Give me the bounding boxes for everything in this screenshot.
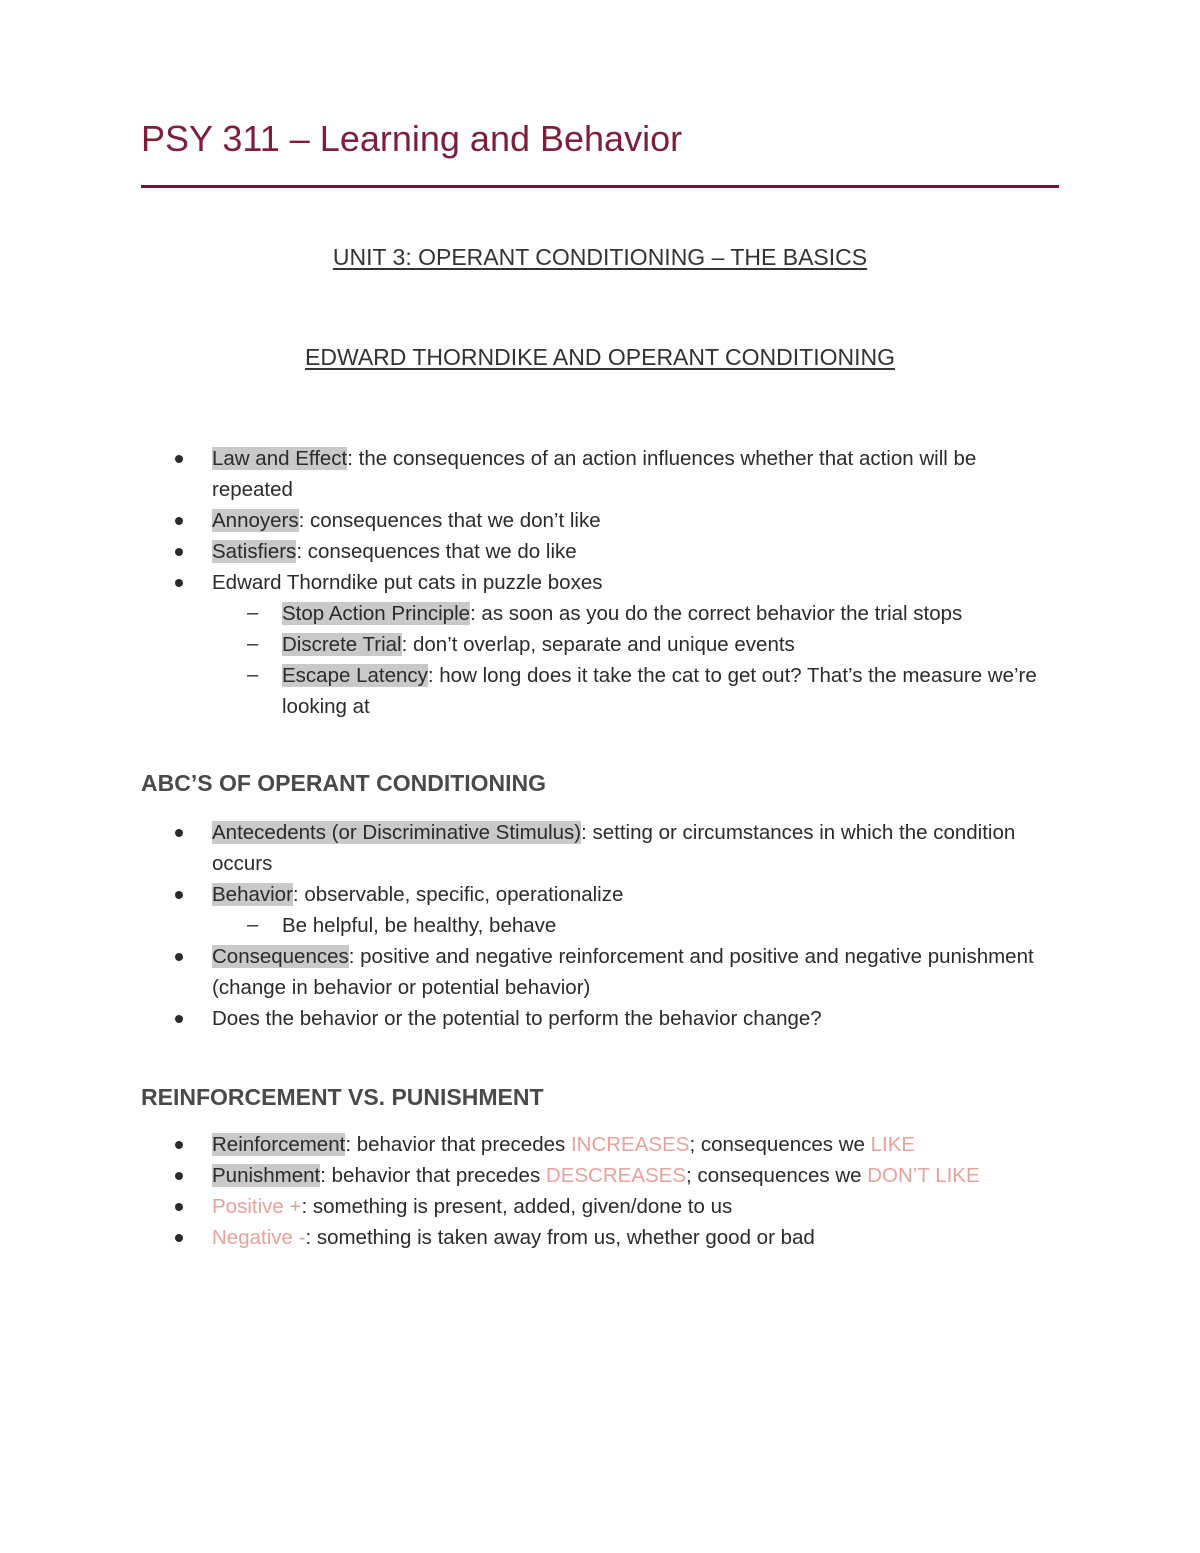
bullet-icon xyxy=(175,1141,183,1149)
dash-icon: – xyxy=(247,633,259,655)
list-item xyxy=(141,1003,1041,1034)
thorndike-heading: EDWARD THORNDIKE AND OPERANT CONDITIONING xyxy=(305,344,895,370)
bullet-icon xyxy=(175,829,183,837)
list-item xyxy=(141,536,1041,567)
item-text: Edward Thorndike put cats in puzzle boxes xyxy=(212,571,603,594)
reinforcement-list xyxy=(141,1129,1041,1253)
sub-list-item xyxy=(141,629,1041,660)
definition-text: : consequences that we do like xyxy=(296,540,577,563)
accent-term: Negative - xyxy=(212,1226,306,1249)
accent-text: LIKE xyxy=(870,1133,916,1156)
term-highlight: Annoyers xyxy=(212,509,299,532)
reinforcement-heading: REINFORCEMENT VS. PUNISHMENT xyxy=(141,1084,544,1110)
thorndike-list xyxy=(141,443,1041,722)
title-divider xyxy=(141,185,1059,188)
sub-list-item xyxy=(141,910,1041,941)
term-highlight: Satisfiers xyxy=(212,540,297,563)
bullet-icon xyxy=(175,548,183,556)
term-highlight: Discrete Trial xyxy=(282,633,402,656)
dash-icon: – xyxy=(247,914,259,936)
term-highlight: Escape Latency xyxy=(282,664,428,687)
item-text: Be helpful, be healthy, behave xyxy=(282,914,557,937)
unit-heading: UNIT 3: OPERANT CONDITIONING – THE BASICS xyxy=(332,244,868,270)
bullet-icon xyxy=(175,1234,183,1242)
definition-text: : something is present, added, given/done to us xyxy=(301,1195,733,1218)
bullet-icon xyxy=(175,1015,183,1023)
list-item xyxy=(141,941,1041,1003)
definition-text: : something is taken away from us, whether good or bad xyxy=(305,1226,815,1249)
accent-text: INCREASES xyxy=(570,1133,690,1156)
dash-icon: – xyxy=(247,602,259,624)
list-item xyxy=(141,879,1041,910)
list-item xyxy=(141,505,1041,536)
item-text: Does the behavior or the potential to perform the behavior change? xyxy=(212,1007,822,1030)
term-highlight: Antecedents (or Discriminative Stimulus) xyxy=(212,821,582,844)
accent-text: DESCREASES xyxy=(545,1164,687,1187)
bullet-icon xyxy=(175,953,183,961)
definition-text: : how long does it take the cat to get out? That’s the measure we’re looking at xyxy=(282,664,1037,718)
definition-text: : don’t overlap, separate and unique events xyxy=(401,633,795,656)
list-item xyxy=(141,1129,1041,1160)
accent-term: Positive + xyxy=(212,1195,302,1218)
accent-text: DON’T LIKE xyxy=(867,1164,980,1187)
term-highlight: Behavior xyxy=(212,883,293,906)
list-item xyxy=(141,1160,1041,1191)
definition-text: : behavior that precedes xyxy=(320,1164,546,1187)
abc-list xyxy=(141,817,1041,1034)
list-item xyxy=(141,1222,1041,1253)
bullet-icon xyxy=(175,579,183,587)
term-highlight: Law and Effect xyxy=(212,447,348,470)
definition-text: : consequences that we don’t like xyxy=(298,509,601,532)
list-item xyxy=(141,443,1041,505)
definition-text: : behavior that precedes xyxy=(345,1133,571,1156)
definition-text: : the consequences of an action influences whether that action will be repeated xyxy=(212,447,977,501)
bullet-icon xyxy=(175,1203,183,1211)
term-highlight: Reinforcement xyxy=(212,1133,346,1156)
list-item xyxy=(141,817,1041,879)
dash-icon: – xyxy=(247,664,259,686)
sub-list-item xyxy=(141,598,1041,629)
term-highlight: Punishment xyxy=(212,1164,321,1187)
term-highlight: Consequences xyxy=(212,945,349,968)
term-highlight: Stop Action Principle xyxy=(282,602,471,625)
list-item xyxy=(141,1191,1041,1222)
bullet-icon xyxy=(175,891,183,899)
bullet-icon xyxy=(175,455,183,463)
list-item xyxy=(141,567,1041,598)
definition-text: : positive and negative reinforcement and positive and negative punishment (change in behavior or potential behavior) xyxy=(212,945,1034,999)
definition-text: ; consequences we xyxy=(689,1133,871,1156)
definition-text: ; consequences we xyxy=(686,1164,868,1187)
document-title: PSY 311 – Learning and Behavior xyxy=(141,118,683,159)
bullet-icon xyxy=(175,1172,183,1180)
abc-heading: ABC’S OF OPERANT CONDITIONING xyxy=(141,770,547,796)
bullet-icon xyxy=(175,517,183,525)
definition-text: : observable, specific, operationalize xyxy=(292,883,624,906)
sub-list-item xyxy=(141,660,1041,722)
definition-text: : setting or circumstances in which the condition occurs xyxy=(212,821,1016,875)
definition-text: : as soon as you do the correct behavior the trial stops xyxy=(470,602,963,625)
